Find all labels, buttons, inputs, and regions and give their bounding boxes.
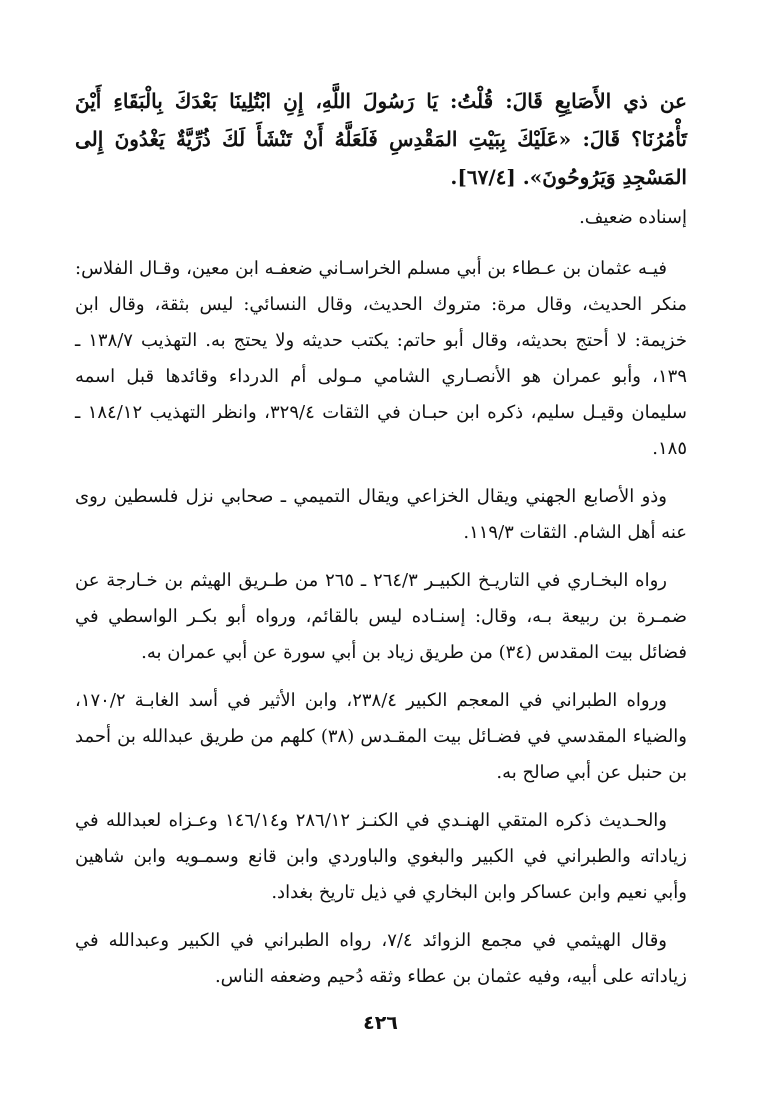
commentary-paragraph-4: ورواه الطبراني في المعجم الكبير ٢٣٨/٤، وابن الأثير في أسد الغابـة ١٧٠/٢، والضياء المقدسي في فضـائل بيت المقـدس (٣٨) كلهم من طريق عبدالله بن أحمد بن حنبل عن أبي صالح به. [75,690,687,783]
hadith-text: عن ذي الأَصَابِعِ قَالَ: قُلْتُ: يَا رَسُولَ اللَّهِ، إِنِ ابْتُلِينَا بَعْدَكَ بِالْبَقَاءِ أَيْنَ تَأْمُرُنَا؟ قَالَ: «عَلَيْكَ بِبَيْتِ المَقْدِسِ فَلَعَلَّهُ أَنْ تَنْشَأَ لَكَ ذُرِّيَّةٌ يَغْدُونَ إِلى المَسْجِدِ وَيَرُوحُونَ». [٦٧/٤]. [75,89,687,189]
commentary-paragraph-2: وذو الأصابع الجهني ويقال الخزاعي ويقال التميمي ـ صحابي نزل فلسطين روى عنه أهل الشام. الثقات ١١٩/٣. [75,486,687,543]
commentary-paragraph-1: فيـه عثمان بن عـطاء بن أبي مسلم الخراسـاني ضعفـه ابن معين، وقـال الفلاس: منكر الحديث، وقال مرة: متروك الحديث، وقال النسائي: ليس بثقة، وقال ابن خزيمة: لا أحتج بحديثه، وقال أبو حاتم: يكتب حديثه ولا يحتج به. التهذيب ١٣٨/٧ ـ ١٣٩، وأبو عمران هو الأنصـاري الشامي مـولى أم الدرداء وقائدها قبل اسمه سليمان وقيـل سليم، ذكره ابن حبـان في الثقات ٣٢٩/٤، وانظر التهذيب ١٨٤/١٢ ـ ١٨٥. [75,258,687,459]
commentary-paragraph-5: والحـديث ذكره المتقي الهنـدي في الكنـز ٢٨٦/١٢ و١٤٦/١٤ وعـزاه لعبدالله في زياداته والطبراني في الكبير والبغوي والباوردي وابن قانع وسمـويه وابن شاهين وأبي نعيم وابن عساكر وابن البخاري في ذيل تاريخ بغداد. [75,810,687,903]
isnad-grade: إسناده ضعيف. [579,207,687,228]
page-body [75,82,687,995]
commentary-paragraph-6: وقال الهيثمي في مجمع الزوائد ٧/٤، رواه الطبراني في الكبير وعبدالله في زياداته على أبيه، وفيه عثمان بن عطاء وثقه دُحيم وضعفه الناس. [75,930,687,987]
page-number: ٤٢٦ [363,1012,398,1034]
commentary-paragraph-3: رواه البخـاري في التاريـخ الكبيـر ٢٦٤/٣ ـ ٢٦٥ من طـريق الهيثم بن خـارجة عن ضمـرة بن ربيعة بـه، وقال: إسنـاده ليس بالقائم، ورواه أبو بكـر الواسطي في فضائل بيت المقدس (٣٤) من طريق زياد بن أبي سورة عن أبي عمران به. [75,570,687,663]
